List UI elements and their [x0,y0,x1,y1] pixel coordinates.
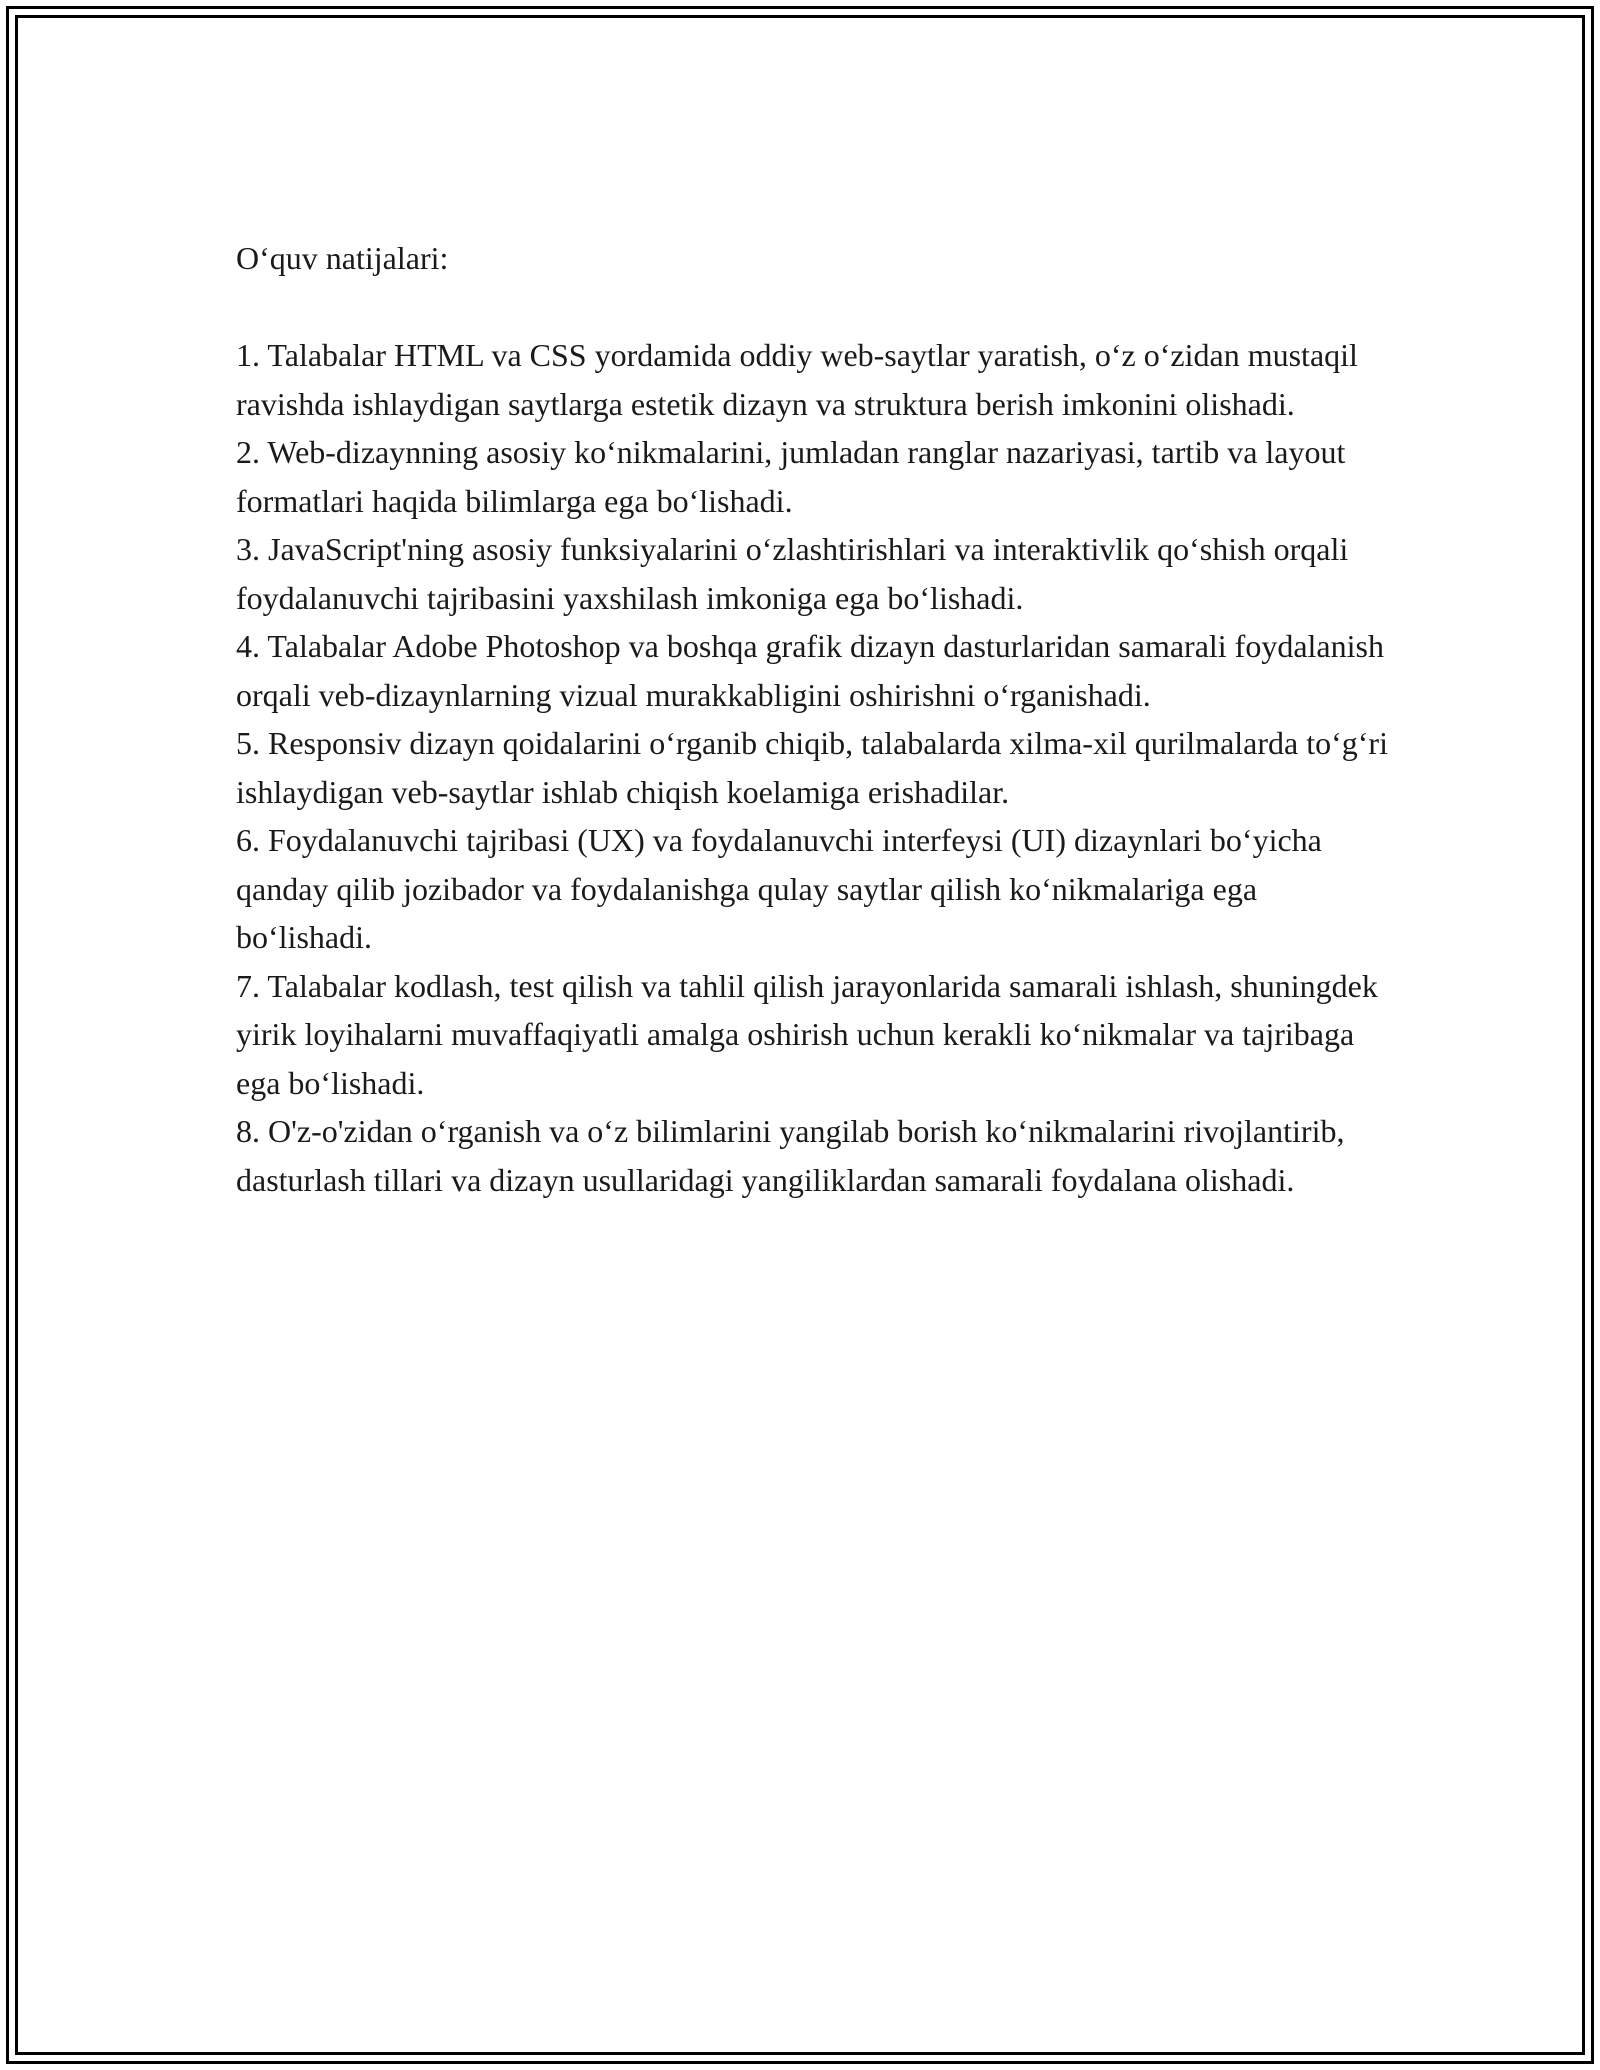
document-body [236,234,1396,1204]
list-item-2: 2. Web-dizaynning asosiy ko‘nikmalarini, jumladan ranglar nazariyasi, tartib va layout formatlari haqida bilimlarga ega bo‘lishadi. [236,434,1346,519]
list-item-8: 8. O'z-o'zidan o‘rganish va o‘z bilimlarini yangilab borish ko‘nikmalarini rivojlantirib, dasturlash tillari va dizayn usullaridagi yangiliklardan samarali foydalana olishadi. [236,1113,1345,1198]
document-heading: O‘quv natijalari: [236,240,449,276]
list-item-3: 3. JavaScript'ning asosiy funksiyalarini o‘zlashtirishlari va interaktivlik qo‘shish orqali foydalanuvchi tajribasini yaxshilash imkoniga ega bo‘lishadi. [236,531,1349,616]
list-item-7: 7. Talabalar kodlash, test qilish va tahlil qilish jarayonlarida samarali ishlash, shuningdek yirik loyihalarni muvaffaqiyatli amalga oshirish uchun kerakli ko‘nikmalar va tajribaga ega bo‘lishadi. [236,967,1378,1101]
list-item-4: 4. Talabalar Adobe Photoshop va boshqa grafik dizayn dasturlaridan samarali foydalanish orqali veb-dizaynlarning vizual murakkabligini oshirishni o‘rganishadi. [236,628,1384,713]
list-item-1: 1. Talabalar HTML va CSS yordamida oddiy web-saytlar yaratish, o‘z o‘zidan mustaqil ravishda ishlaydigan saytlarga estetik dizayn va struktura berish imkonini olishadi. [236,337,1358,422]
list-item-6: 6. Foydalanuvchi tajribasi (UX) va foydalanuvchi interfeysi (UI) dizaynlari bo‘yicha qanday qilib jozibador va foydalanishga qulay saytlar qilish ko‘nikmalariga ega bo‘lishadi. [236,822,1322,955]
list-item-5: 5. Responsiv dizayn qoidalarini o‘rganib chiqib, talabalarda xilma-xil qurilmalarda to‘g‘ri ishlaydigan veb-saytlar ishlab chiqish koelamiga erishadilar. [236,725,1388,810]
